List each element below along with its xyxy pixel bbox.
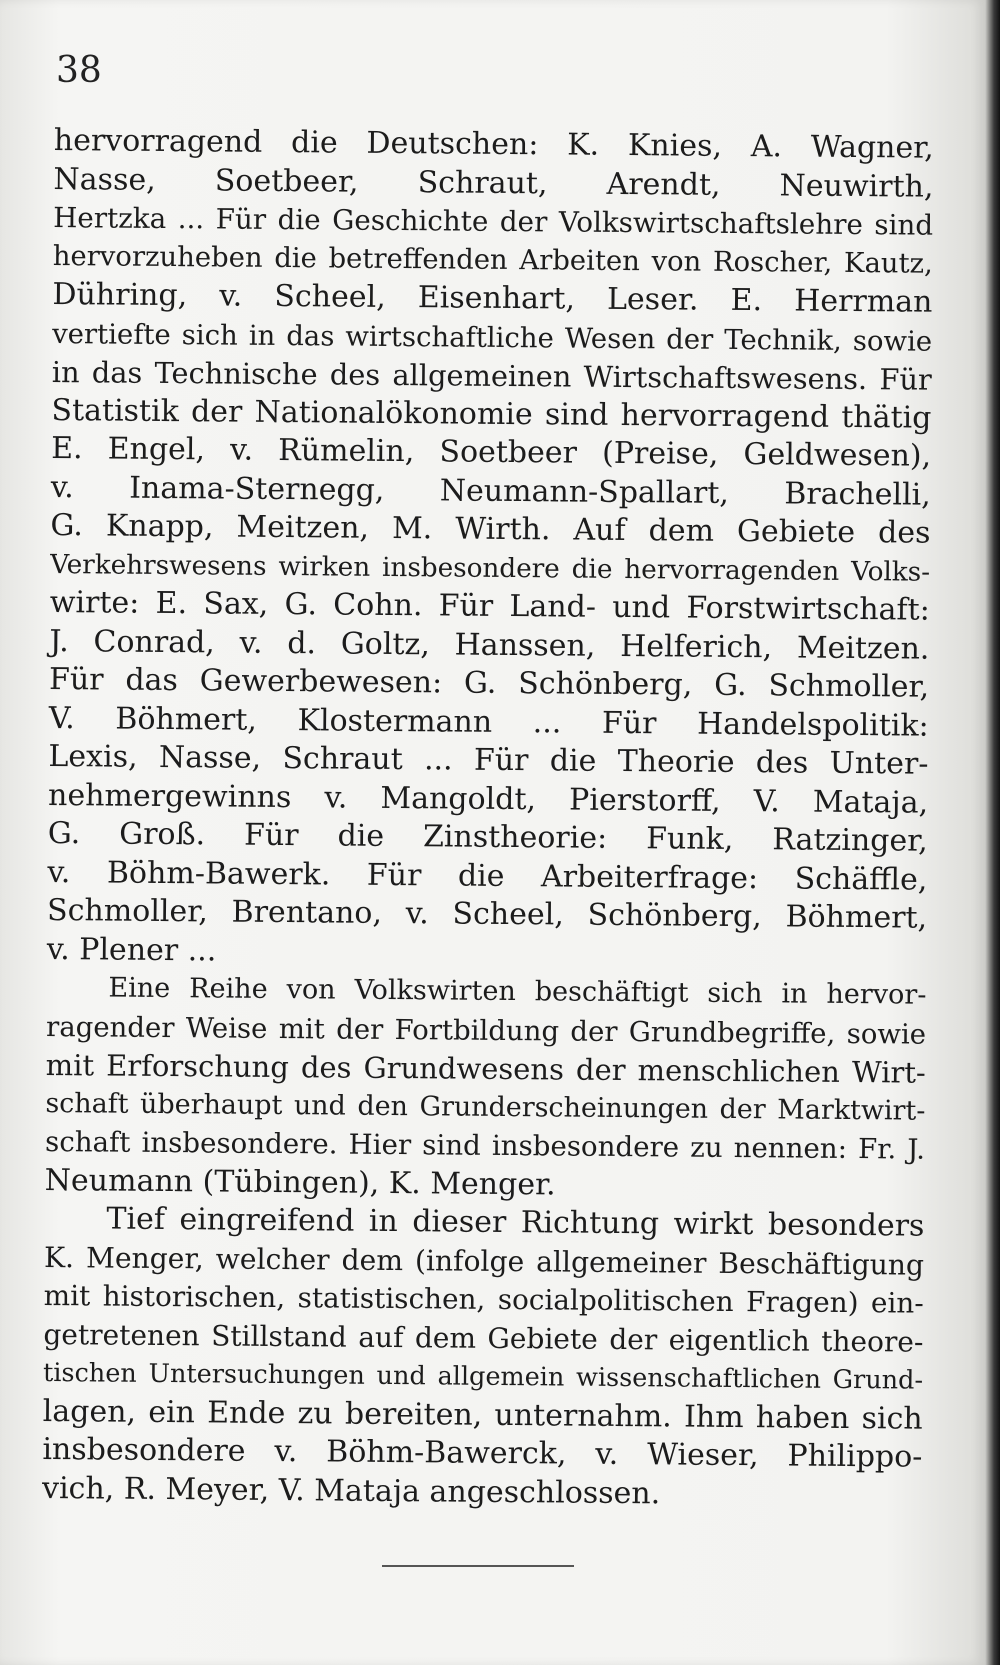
text-line: ragender Weise mit der Fortbildung der Grundbegriffe, sowie: [45, 1010, 927, 1051]
text-line: Für das Gewerbewesen: G. Schönberg, G. Schmoller,: [48, 661, 930, 705]
book-edge: [985, 0, 1000, 1665]
text-line: hervorzuheben die betreffenden Arbeiten von Roscher, Kautz,: [52, 240, 933, 280]
text-line: Neumann (Tübingen), K. Menger.: [44, 1162, 556, 1202]
text-line: mit Erforschung des Grundwesens der menschlichen Wirt-: [45, 1047, 926, 1090]
text-line: K. Menger, welcher dem (infolge allgemeiner Beschäftigung: [43, 1240, 925, 1282]
text-line: Nasse, Soetbeer, Schraut, Arendt, Neuwirth,: [53, 161, 934, 205]
text-line: V. Böhmert, Klostermann ... Für Handelspolitik:: [48, 700, 929, 744]
text-line: wirte: E. Sax, G. Cohn. Für Land- und Forstwirtschaft:: [49, 584, 930, 628]
text-line: insbesondere v. Böhm-Bawerck, v. Wieser, Philippo-: [42, 1431, 923, 1475]
text-line: Verkehrswesens wirken insbesondere die hervorragenden Volks-: [50, 549, 931, 588]
text-line: Lexis, Nasse, Schraut ... Für die Theorie des Unter-: [48, 738, 929, 782]
text-line: tischen Untersuchungen und allgemein wissenschaftlichen Grund-: [42, 1357, 924, 1396]
text-line: Eine Reihe von Volkswirten beschäftigt sich in hervor-: [108, 972, 927, 1011]
text-line: getretenen Stillstand auf dem Gebiete der eigentlich theore-: [43, 1317, 924, 1359]
text-line: v. Böhm-Bawerk. Für die Arbeiterfrage: Schäffle,: [47, 854, 928, 898]
end-rule: [382, 1565, 574, 1567]
text-line: in das Technische des allgemeinen Wirtschaftswesens. Für: [51, 354, 932, 397]
text-line: schaft insbesondere. Hier sind insbesondere zu nennen: Fr. J.: [44, 1124, 926, 1166]
text-line: Tief eingreifend in dieser Richtung wirkt besonders: [106, 1201, 925, 1244]
page-number: 38: [56, 50, 102, 91]
text-line: Dühring, v. Scheel, Eisenhart, Leser. E. Herrman: [52, 276, 933, 320]
text-line: lagen, ein Ende zu bereiten, unternahm. Ihm haben sich: [42, 1393, 923, 1437]
text-line: E. Engel, v. Rümelin, Soetbeer (Preise, Geldwesen),: [50, 430, 932, 474]
text-line: J. Conrad, v. d. Goltz, Hanssen, Helferich, Meitzen.: [49, 623, 930, 667]
text-line: hervorragend die Deutschen: K. Knies, A. Wagner,: [53, 122, 934, 166]
text-line: v. Plener ...: [46, 931, 217, 968]
text-line: G. Groß. Für die Zinstheorie: Funk, Ratzinger,: [47, 815, 928, 859]
text-line: Schmoller, Brentano, v. Scheel, Schönberg, Böhmert,: [46, 892, 928, 936]
text-line: schaft überhaupt und den Grunderscheinungen der Marktwirt-: [45, 1087, 926, 1127]
text-line: v. Inama-Sternegg, Neumann-Spallart, Brachelli,: [50, 469, 931, 513]
text-line: G. Knapp, Meitzen, M. Wirth. Auf dem Gebiete des: [50, 507, 931, 551]
text-line: nehmergewinns v. Mangoldt, Pierstorff, V. Mataja,: [47, 777, 929, 821]
body-text: [42, 122, 934, 1516]
text-line: vertiefte sich in das wirtschaftliche Wesen der Technik, sowie: [52, 317, 933, 358]
text-line: vich, R. Meyer, V. Mataja angeschlossen.: [41, 1470, 661, 1511]
text-line: Hertzka ... Für die Geschichte der Volkswirtschaftslehre sind: [53, 200, 934, 242]
text-line: mit historischen, statistischen, socialpolitischen Fragen) ein-: [43, 1278, 924, 1320]
text-line: Statistik der Nationalökonomie sind hervorragend thätig: [51, 392, 932, 436]
